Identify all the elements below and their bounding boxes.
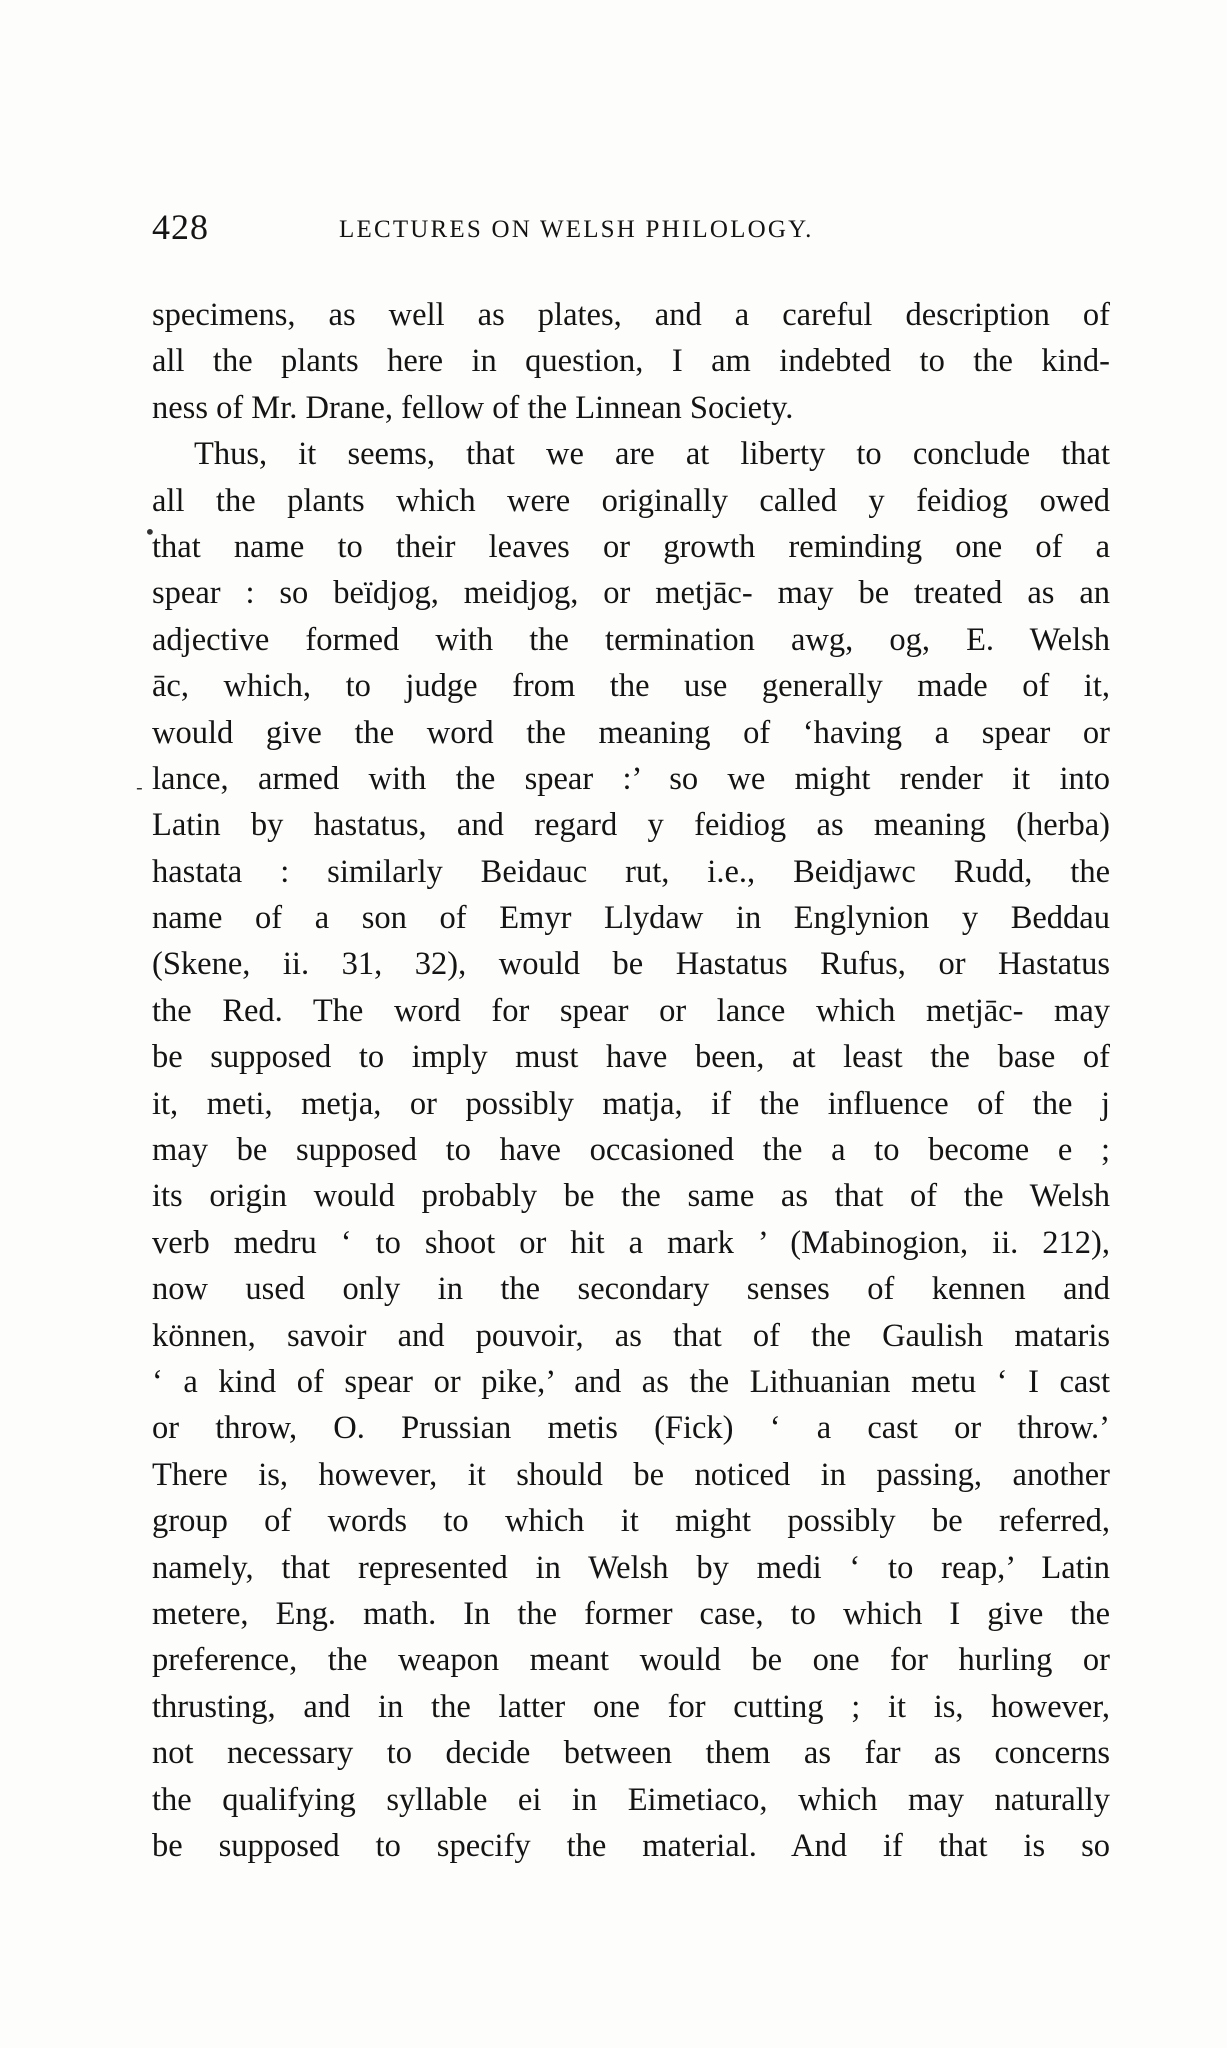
text-line: ness of Mr. Drane, fellow of the Linnean Society. <box>152 389 794 426</box>
text-line: that name to their leaves or growth reminding one of a <box>152 528 1110 565</box>
page-header <box>152 206 1112 262</box>
margin-dot-mark: • <box>144 520 156 544</box>
page-number: 428 <box>152 207 209 247</box>
text-line: group of words to which it might possibly be referred, <box>152 1503 1110 1540</box>
text-line: There is, however, it should be noticed in passing, another <box>152 1456 1110 1493</box>
text-line: now used only in the secondary senses of kennen and <box>152 1271 1110 1308</box>
text-line: would give the word the meaning of ‘having a spear or <box>152 714 1110 751</box>
text-line: namely, that represented in Welsh by medi ‘ to reap,’ Latin <box>152 1549 1110 1586</box>
text-line: may be supposed to have occasioned the a to become e ; <box>152 1132 1110 1169</box>
text-line: Latin by hastatus, and regard y feidiog as meaning (herba) <box>152 807 1110 844</box>
text-line: adjective formed with the termination awg, og, E. Welsh <box>152 621 1110 658</box>
text-line: āc, which, to judge from the use generally made of it, <box>152 668 1110 705</box>
text-line: ‘ a kind of spear or pike,’ and as the Lithuanian metu ‘ I cast <box>152 1363 1110 1400</box>
text-line: all the plants here in question, I am indebted to the kind- <box>152 343 1110 380</box>
text-line: be supposed to specify the material. And if that is so <box>152 1827 1110 1864</box>
text-line: lance, armed with the spear :’ so we might render it into <box>152 760 1110 797</box>
text-line: be supposed to imply must have been, at least the base of <box>152 1039 1110 1076</box>
running-head: LECTURES ON WELSH PHILOLOGY. <box>339 216 814 243</box>
text-line: verb medru ‘ to shoot or hit a mark ’ (Mabinogion, ii. 212), <box>152 1224 1110 1261</box>
text-line: name of a son of Emyr Llydaw in Englynion y Beddau <box>152 900 1110 937</box>
text-line: können, savoir and pouvoir, as that of the Gaulish mataris <box>152 1317 1110 1354</box>
text-line: or throw, O. Prussian metis (Fick) ‘ a cast or throw.’ <box>152 1410 1110 1447</box>
text-line: (Skene, ii. 31, 32), would be Hastatus Rufus, or Hastatus <box>152 946 1110 983</box>
margin-dash-mark: ‐ <box>136 775 143 799</box>
text-line: the Red. The word for spear or lance which metjāc- may <box>152 992 1110 1029</box>
text-line: preference, the weapon meant would be one for hurling or <box>152 1642 1110 1679</box>
text-line: spear : so beïdjog, meidjog, or metjāc- may be treated as an <box>152 575 1110 612</box>
text-line: the qualifying syllable ei in Eimetiaco, which may naturally <box>152 1781 1110 1818</box>
text-line: specimens, as well as plates, and a careful description of <box>152 297 1110 333</box>
text-line: all the plants which were originally called y feidiog owed <box>152 482 1110 519</box>
text-line: hastata : similarly Beidauc rut, i.e., Beidjawc Rudd, the <box>152 853 1110 890</box>
text-line: its origin would probably be the same as that of the Welsh <box>152 1178 1110 1215</box>
text-line: not necessary to decide between them as far as concerns <box>152 1735 1110 1772</box>
body-text <box>152 292 1110 1869</box>
text-line: metere, Eng. math. In the former case, to which I give the <box>152 1595 1110 1632</box>
text-line: it, meti, metja, or possibly matja, if the influence of the j <box>152 1085 1110 1122</box>
text-line: thrusting, and in the latter one for cutting ; it is, however, <box>152 1688 1110 1725</box>
text-line: Thus, it seems, that we are at liberty to conclude that <box>194 436 1110 473</box>
